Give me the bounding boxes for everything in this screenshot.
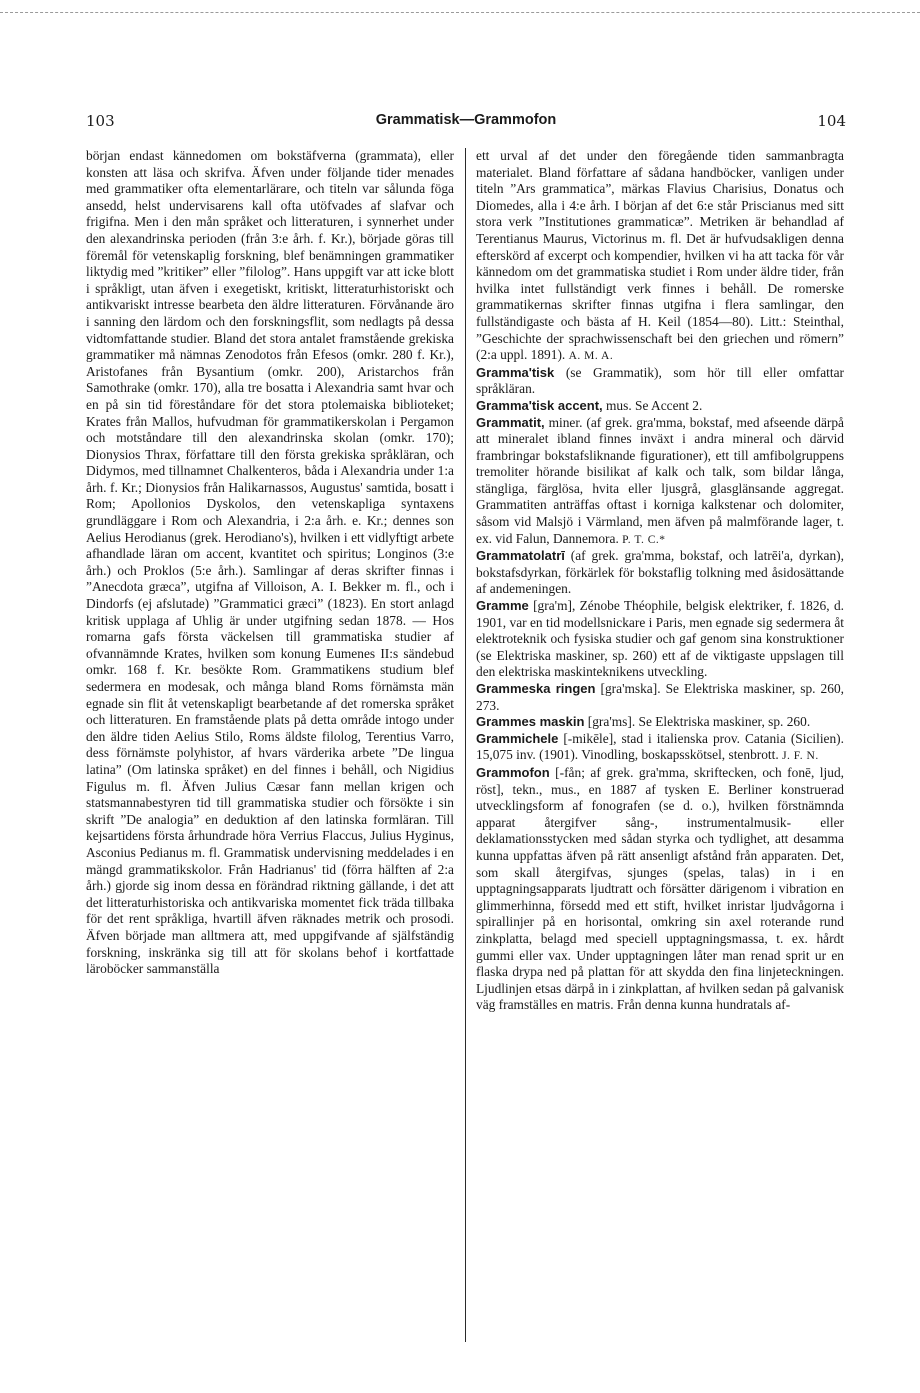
entry-headword: Gramma'tisk [476, 364, 555, 380]
entry-headword: Grammeska ringen [476, 681, 596, 696]
left-column [86, 148, 454, 978]
author-signature: J. F. N. [782, 750, 819, 763]
top-rule [0, 12, 920, 13]
entry-text: (af grek. gra'mma, bokstaf, och latrēi'a, dyrkan), bokstafsdyrkan, förkärlek för bokstaflig tolkning med åsidosättande af andemeningen. [476, 548, 844, 597]
page-number-left: 103 [86, 112, 115, 130]
author-signature: P. T. C.* [622, 533, 666, 546]
entry-text: mus. Se Accent 2. [606, 397, 703, 413]
entry-headword: Grammatit, [476, 414, 545, 430]
entry-headword: Grammatolatrī [476, 548, 565, 564]
entry-grammatolatri [476, 548, 844, 598]
entry-text: [-mikēle], stad i italienska prov. Catania (Sicilien). 15,075 inv. (1901). Vinodling, boskapsskötsel, stenbrott. [476, 730, 844, 763]
entry-text: [-fån; af grek. gra'mma, skriftecken, och fonē, ljud, röst], tekn., mus., en 1887 af tysken E. Berliner konstruerad utvecklingsform af fonografen (se d. o.), hvilken förstnämnda apparat återgifver sång-, instrumentalmusik- eller deklamationsstycken med sådan styrka och tydlighet, att desamma kunna uppfattas äfven på rätt ansenligt afstånd från apparaten. Det, som skall återgifvas, sjunges (spelas, talas) in i en upptagningsapparats ljudtratt och försätter därigenom i vibration en glimmerhinna, försedd med ett stift, hvilket inristar ljudvågorna i spirallinjer på en horisontal, omkring sin axel roterande rund zinkplatta, belagd med speciell upptagningsmassa, t. ex. hårdt gummi eller vax. Under upptagningen låter man renad sprit ur en flaska drypa ned på plattan för att skydda den fina linjeteckningen. Ljudlinjen etsas därpå in i zinkplattan, af hvilken sedan på galvanisk väg framställes en matris. Från denna kunna hundratals af- [476, 764, 844, 1013]
continuation-text: ett urval af det under den föregående tiden sammanbragta materialet. Bland författare af sådana handböcker, vanligen under titeln ”Ars grammatica”, märkas Flavius Charisius, Donatus och Diomedes, alla i 4:e årh. I början af det 6:e står Priscianus med sitt stora verk ”Institutiones grammaticæ”. Metriken är behandlad af Terentianus Maurus, Victorinus m. fl. Det är hufvudsakligen denna efterskörd af excerpt och kompendier, hvilken vi ha att tacka för vår kännedom om det grammatiska studiet i Rom under äldre tider, från hvilka intet fullständigt verk finnes i behåll. De romerske grammatikernas skrifter finnas utgifna i flera samlingar, den fullständigaste och bästa af H. Keil (1854—80). Litt.: Steinthal, ”Geschichte der sprachwissenschaft bei den griechen und römern” (2:a uppl. 1891). [476, 148, 844, 363]
column-divider [465, 148, 466, 1342]
entry-headword: Gramma'tisk accent, [476, 397, 603, 413]
entry-grammatisk [476, 365, 844, 398]
entry-grammatit [476, 415, 844, 549]
entry-grammes-maskin [476, 714, 844, 731]
left-column-text: början endast kännedomen om bokstäfverna (grammata), eller konsten att läsa och skrifva. Äfven under följande tider menades med grammatiker ofta elementarlärare, och titeln var sålunda föga ansedd, helst undervisarens kall ofta utöfvades af slafvar och frigifna. Men i den mån språket och litteraturen, i synnerhet under den alexandrinska perioden (från 3:e årh. f. Kr.), började göras till föremål för vetenskaplig forskning, blef benämningen grammatiker liktydig med ”kritiker” eller ”filolog”. Hans uppgift var att icke blott i språkligt, utan äfven i exegetiskt, kritiskt, litteraturhistoriskt och antikvariskt intresse bearbeta den äldre litteraturen. Förvånande äro i sanning den lärdom och den forskningsflit, som nedlagts på dessa vidtomfattande studier. Bland det stora antalet framstående grekiska grammatiker må nämnas Zenodotos från Efesos (omkr. 280 f. Kr.), Aristofanes från Bysantium (omkr. 200), Aristarchos från Samothrake (omkr. 170), alla tre bosatta i Alexandria samt hvar och en på sin tid föreståndare för det stora ptolemaiska biblioteket; Krates från Mallos, hufvudman för grammatikerskolan i Pergamon och motståndare till den alexandrinska skolan (omkr. 170); Dionysios Thrax, författare till den första grekiska språkläran, och Didymos, med tillnamnet Chalkenteros, båda i Alexandria under 1:a årh. f. Kr.; Dionysios från Halikarnassos, Augustus' samtida, bosatt i Rom; Apollonios Dyskolos, den vetenskapliga syntaxens grundläggare i Rom och Alexandria, i 2:a årh. e. Kr.; dennes son Aelius Herodianus (grek. Herodiano's), hvilken i ett vidlyftigt arbete afhandlade läran om accent, kvantitet och spiritus; Longinos (3:e årh.) och Proklos (5:e årh.). Samlingar af deras skrifter finnas i ”Anecdota græca”, utgifna af Villoison, A. I. Bekker m. fl., och i Dindorfs (ej afslutade) ”Grammatici græci” (1823). En stort anlagd kritisk upplaga af Uhlig är under utgifning sedan 1878. — Hos romarna gafs första väckelsen till grammatiska studier af ofvannämnde Krates, hvilken som konung Eumenes II:s sändebud omkr. 168 f. Kr. besökte Rom. Grammatikens studium blef sedermera en modesak, och många bland Roms förnämsta män egnade sin flit åt vetenskapligt bearbetande af det romerska språket och litteraturen. En framstående plats på detta område intogo under den äldre tiden Aelius Stilo, Roms äldste filolog, Terentius Varro, dess förnämste polyhistor, af hvars värderika arbete ”De lingua latina” (Om latinska språket) en del finnes i behåll, och Nigidius Figulus m. fl. Äfven Julius Cæsar fann mellan krigen och statsmannabestyren tid till grammatiska studier och försökte i sin skrift ”De analogia” en deduktion af den latinska formläran. Till kejsartidens första århundrade höra Verrius Flaccus, Julius Hyginus, Asconius Pedianus m. fl. Grammatisk undervisning meddelades i en mängd grammatikskolor. Från Hadrianus' tid (förra hälften af 2:a årh.) gjorde sig inom dessa en förändrad riktning gällande, i det att det litteraturhistoriska och antikvariska momentet fick träda tillbaka för det rent språkliga, hvartill äfven räknades metrik och prosodi. Äfven började man alltmera att, med uppgifvande af själfständig forskning, inskränka sig till att för skolans behof i kortfattade läroböcker sammanställa [86, 148, 454, 977]
entry-headword: Gramme [476, 598, 529, 614]
entry-text: miner. (af grek. gra'mma, bokstaf, med afseende därpå att mineralet ibland finnes inväxt i andra mineral och därvid frambringar bokstafsliknande figurationer), ett till amfibolgruppens tremoliter hörande bisilikat af kalk och talk, som bildar långa, stängliga, färglösa, hvita eller ljusgrå, glasglänsande aggregat. Grammatiten anträffas oftast i korniga kalkstenar och dolomiter, såsom vid Malsjö i Värmland, men äfven på malmförande lager, t. ex. vid Falun, Dannemora. [476, 414, 844, 546]
author-signature: A. M. A. [568, 350, 614, 363]
entry-headword: Grammes maskin [476, 714, 585, 730]
entry-headword: Grammichele [476, 730, 559, 746]
entry-text: [gra'mska]. Se Elektriska maskiner, sp. 260, 273. [476, 681, 844, 713]
entry-text: [gra'm], Zénobe Théophile, belgisk elektriker, f. 1826, d. 1901, var en tid modellsnickare i Paris, men egnade sig sedermera åt elektroteknik och fysiska studier och gaf genom sina konstruktioner (se Elektriska maskiner, sp. 260) ett af de viktigaste uppslagen till den elektriska maskinteknikens utveckling. [476, 598, 844, 680]
page-header [86, 112, 846, 134]
right-column-continuation [476, 148, 844, 365]
entry-grammofon [476, 765, 844, 1014]
right-column [476, 148, 844, 1014]
running-title: Grammatisk—Grammofon [375, 112, 557, 128]
entry-text: [gra'ms]. Se Elektriska maskiner, sp. 260. [587, 714, 811, 730]
entry-gramme [476, 598, 844, 681]
entry-headword: Grammofon [476, 764, 550, 780]
entry-grammatisk-accent [476, 398, 844, 415]
page-number-right: 104 [817, 112, 846, 130]
entry-text: (se Grammatik), som hör till eller omfattar språkläran. [476, 364, 844, 397]
entry-grammichele [476, 731, 844, 765]
entry-grammeska-ringen [476, 681, 844, 714]
